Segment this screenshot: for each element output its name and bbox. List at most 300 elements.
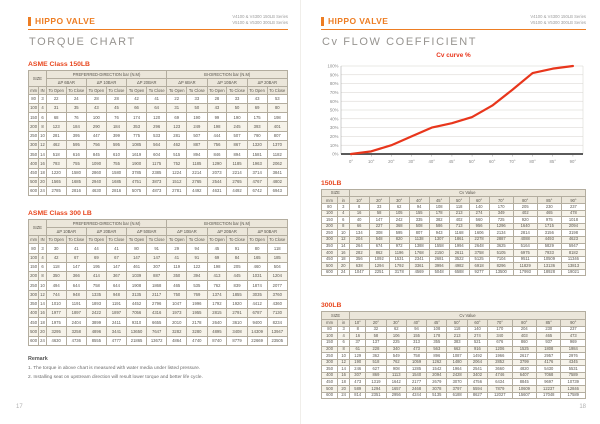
cell: 12027 — [488, 392, 512, 399]
cell: 227 — [369, 223, 389, 230]
cell: 4569 — [409, 269, 429, 276]
cell: 1335 — [86, 290, 106, 299]
column-header: To Close — [146, 86, 166, 94]
cell: 2251 — [369, 269, 389, 276]
cell: 6918 — [469, 263, 489, 270]
cell: 444 — [207, 131, 227, 140]
cell: 1512 — [167, 177, 187, 186]
cell: 30 — [46, 244, 66, 253]
cell: 518 — [366, 359, 386, 366]
cell: 100 — [322, 333, 338, 340]
cell: 274 — [469, 210, 489, 217]
cell: 200 — [29, 272, 39, 281]
torque-table-300lb — [28, 219, 288, 346]
cell: 45 — [106, 103, 126, 112]
size-header: SIZE — [29, 70, 47, 86]
cell: 2785 — [46, 187, 66, 196]
svg-text:45°: 45° — [448, 158, 456, 164]
cell: 725 — [489, 217, 513, 224]
cell: 846 — [207, 150, 227, 159]
cell: 10609 — [512, 386, 536, 393]
cell: 8 — [349, 204, 369, 211]
cell: 340 — [488, 333, 512, 340]
cell: 33 — [187, 94, 207, 103]
cell: 7104 — [489, 256, 513, 263]
cell: 246 — [350, 366, 366, 373]
cell: 2679 — [427, 379, 447, 386]
cell: 4864 — [167, 336, 187, 345]
column-header: ΔP 10BAR — [167, 228, 207, 236]
cell: 2010 — [167, 318, 187, 327]
cell: 33 — [227, 94, 247, 103]
unit-in-header: in — [338, 319, 350, 326]
series-line-1: V4100 & V4300 150LB Series — [530, 14, 586, 19]
column-header: To Open — [167, 86, 187, 94]
cell: 2791 — [227, 308, 247, 317]
cell: 155 — [409, 210, 429, 217]
cell: 1113 — [386, 372, 406, 379]
table-row — [29, 94, 288, 103]
column-header: 85° — [537, 319, 561, 326]
cell: 7933 — [537, 250, 561, 257]
column-header: ΔP 50BAR — [247, 228, 287, 236]
svg-text:40°: 40° — [428, 158, 435, 164]
cell: 972 — [389, 243, 409, 250]
cell: 3758 — [469, 250, 489, 257]
cell: 769 — [187, 290, 207, 299]
cell: 45 — [207, 244, 227, 253]
cell: 237 — [561, 204, 585, 211]
cell: 2541 — [467, 366, 487, 373]
cell: 3408 — [227, 327, 247, 336]
cell: 2404 — [66, 318, 86, 327]
cell: 2956 — [386, 392, 406, 399]
svg-text:30°: 30° — [408, 158, 415, 164]
cell: 69 — [207, 253, 227, 262]
cell: 100 — [29, 253, 39, 262]
cell: 752 — [167, 159, 187, 168]
cell: 10 — [337, 230, 349, 237]
cell: 22 — [167, 94, 187, 103]
cell: 4176 — [537, 359, 561, 366]
cell: 174 — [127, 113, 147, 122]
cell: 916 — [467, 346, 487, 353]
cell: 1966 — [488, 353, 512, 360]
cell: 64 — [146, 103, 166, 112]
cv-value-header: Cv Value — [349, 189, 585, 196]
cell: 7879 — [488, 386, 512, 393]
column-header: 60° — [467, 319, 487, 326]
cell: 3258 — [66, 327, 86, 336]
cell: 80 — [322, 326, 338, 333]
cell: 16 — [337, 250, 349, 257]
page-title: TORQUE CHART — [29, 35, 136, 48]
cell: 1206 — [488, 346, 512, 353]
cell: 1039 — [127, 272, 147, 281]
cell: 1996 — [187, 299, 207, 308]
table-header-row — [29, 70, 288, 78]
cell: 6975 — [513, 250, 537, 257]
svg-text:40%: 40% — [329, 116, 339, 122]
cell: 4895 — [207, 327, 227, 336]
cell: 41 — [66, 244, 86, 253]
cell: 2468 — [406, 386, 426, 393]
cell: 1580 — [66, 168, 86, 177]
unit-in-header: in — [337, 196, 349, 203]
cell: 13813 — [561, 263, 585, 270]
cell: 1619 — [127, 150, 147, 159]
cell: 507 — [227, 131, 247, 140]
cell: 414 — [86, 272, 106, 281]
cell: 100 — [86, 113, 106, 122]
cell: 1492 — [467, 353, 487, 360]
unit-mm-header: mm — [322, 196, 338, 203]
cell: 58 — [369, 210, 389, 217]
cell: 61 — [350, 346, 366, 353]
cell: 521 — [467, 340, 487, 347]
cell: 839 — [227, 281, 247, 290]
table-row — [29, 253, 288, 262]
column-header: To Open — [127, 86, 147, 94]
column-header: 70° — [488, 319, 512, 326]
column-header: To Open — [167, 236, 187, 244]
cell: 1606 — [469, 230, 489, 237]
cell: 44 — [86, 244, 106, 253]
cell: 308 — [369, 230, 389, 237]
cell: 8 — [350, 326, 366, 333]
column-header: To Close — [227, 236, 247, 244]
column-header: To Open — [247, 86, 267, 94]
cell: 249 — [187, 122, 207, 131]
cell: 13500 — [489, 269, 513, 276]
cell: 1290 — [207, 159, 227, 168]
cell: 307 — [350, 372, 366, 379]
cell: 16 — [349, 210, 369, 217]
column-header: To Close — [227, 86, 247, 94]
cell: 1525 — [512, 346, 536, 353]
svg-text:30%: 30% — [329, 124, 339, 130]
cell: 16 — [338, 372, 350, 379]
cell: 462 — [46, 140, 66, 149]
brand-logo: HIPPO VALVE — [321, 17, 388, 26]
cell: 296 — [146, 122, 166, 131]
unit-in-header: IN — [40, 87, 45, 93]
cell: 793 — [46, 159, 66, 168]
cell: 300 — [322, 237, 338, 244]
cell: 3 — [39, 94, 47, 103]
cell: 18928 — [537, 269, 561, 276]
cell: 2681 — [429, 256, 449, 263]
svg-text:70%: 70% — [329, 89, 339, 95]
cell: 91 — [227, 244, 247, 253]
cell: 5048 — [429, 269, 449, 276]
cell: 956 — [469, 223, 489, 230]
cell: 129 — [350, 353, 366, 360]
cell: 465 — [167, 281, 187, 290]
cell: 134 — [349, 230, 369, 237]
column-header: ΔP 6BAR — [46, 78, 86, 86]
cell: 3797 — [447, 386, 467, 393]
cell: 350 — [29, 299, 39, 308]
cell: 67 — [66, 253, 86, 262]
cell: 8 — [39, 272, 47, 281]
cell: 4 — [39, 253, 47, 262]
cell: 395 — [66, 131, 86, 140]
cell: 14 — [39, 299, 47, 308]
cell: 1085 — [127, 140, 147, 149]
table-row — [29, 187, 288, 196]
cell: 108 — [429, 204, 449, 211]
table-row — [29, 272, 288, 281]
cell: 225 — [386, 340, 406, 347]
table-row — [29, 327, 288, 336]
cell: 6 — [39, 113, 47, 122]
cell: 9310 — [127, 318, 147, 327]
cell: 17048 — [537, 392, 561, 399]
svg-text:90°: 90° — [569, 158, 577, 164]
cell: 2178 — [187, 318, 207, 327]
cell: 4820 — [512, 366, 536, 373]
cell: 2422 — [86, 308, 106, 317]
cell: 69 — [247, 103, 267, 112]
cell: 178 — [427, 333, 447, 340]
cell: 1092 — [369, 256, 389, 263]
cell: 508 — [409, 223, 429, 230]
table-row — [29, 140, 288, 149]
cell: 66 — [349, 223, 369, 230]
cell: 2940 — [86, 177, 106, 186]
remark-line: 1. The torque in above chart is measured with water media under listed pressure. — [28, 365, 201, 371]
cell: 3135 — [127, 290, 147, 299]
cell: 213 — [447, 333, 467, 340]
cell: 447 — [86, 131, 106, 140]
cell: 549 — [386, 353, 406, 360]
cell: 1196 — [389, 250, 409, 257]
cell: 250 — [322, 353, 338, 360]
size-header: SIZE — [29, 220, 47, 236]
cell: 845 — [86, 150, 106, 159]
cell: 762 — [386, 359, 406, 366]
cell: 4316 — [146, 308, 166, 317]
cell: 1307 — [429, 237, 449, 244]
cell: 16 — [350, 333, 366, 340]
cell: 184 — [66, 122, 86, 131]
cell: 184 — [106, 122, 126, 131]
cell: 1018 — [561, 217, 585, 224]
table-row — [322, 379, 586, 386]
remark-line: 2. Installing seat on upstream direction will result lower torque and better life cycle. — [28, 375, 203, 381]
table-header-row — [322, 312, 586, 319]
cell: 41 — [146, 94, 166, 103]
cell: 94 — [406, 326, 426, 333]
cell: 1868 — [146, 281, 166, 290]
cell: 4896 — [86, 327, 106, 336]
cell: 2117 — [146, 290, 166, 299]
cell: 205 — [227, 262, 247, 271]
cell: 402 — [513, 210, 537, 217]
cell: 1047 — [167, 299, 187, 308]
table-body — [29, 244, 288, 346]
cell: 68 — [46, 113, 66, 122]
cell: 1388 — [409, 243, 429, 250]
cell: 12237 — [537, 386, 561, 393]
cell: 123 — [46, 122, 66, 131]
cell: 274 — [467, 333, 487, 340]
cell: 14309 — [247, 327, 267, 336]
cell: 867 — [227, 140, 247, 149]
cell: 3660 — [488, 366, 512, 373]
column-header: To Close — [267, 236, 287, 244]
svg-text:80°: 80° — [529, 158, 536, 164]
column-header: 90° — [561, 319, 586, 326]
cell: 16 — [39, 308, 47, 317]
cell: 3899 — [86, 318, 106, 327]
page-number-right: 18 — [579, 404, 586, 410]
table-row — [29, 150, 288, 159]
cell: 3522 — [449, 256, 469, 263]
cell: 11346 — [561, 256, 585, 263]
cell: 462 — [167, 140, 187, 149]
cell: 6943 — [267, 187, 287, 196]
column-header: ΔP 50BAR — [127, 228, 167, 236]
cell: 12 — [39, 290, 47, 299]
cell: 23505 — [267, 336, 287, 345]
column-header: 40° — [406, 319, 426, 326]
cell: 1855 — [227, 290, 247, 299]
cell: 2765 — [227, 177, 247, 186]
cell: 66 — [127, 103, 147, 112]
cell: 242 — [389, 217, 409, 224]
chart-title: Cv curve % — [436, 51, 471, 59]
cell: 535 — [187, 281, 207, 290]
column-header: To Open — [46, 86, 66, 94]
cell: 1285 — [406, 366, 426, 373]
remark-title: Remark — [28, 355, 48, 362]
cell: 1296 — [489, 223, 513, 230]
svg-text:0°: 0° — [349, 158, 354, 164]
cell: 14 — [39, 150, 47, 159]
dp-header-row — [29, 228, 288, 236]
table-row — [29, 299, 288, 308]
cell: 32 — [366, 326, 386, 333]
svg-text:90%: 90% — [329, 72, 339, 78]
cell: 8234 — [267, 318, 287, 327]
svg-text:80%: 80% — [329, 80, 339, 86]
preferred-direction-header: PREFERRED-DIRECTION bar (N.M) — [46, 70, 167, 78]
cell: 4244 — [406, 392, 426, 399]
cell: 6188 — [447, 392, 467, 399]
svg-text:20°: 20° — [388, 158, 395, 164]
cell: 118 — [46, 262, 66, 271]
cell: 2887 — [489, 237, 513, 244]
cell: 775 — [127, 131, 147, 140]
cell: 4756 — [467, 379, 487, 386]
cell: 518 — [46, 150, 66, 159]
table-row — [29, 262, 288, 271]
cell: 589 — [350, 386, 366, 393]
svg-text:10°: 10° — [368, 158, 375, 164]
table-row — [322, 256, 586, 263]
cell: 14 — [337, 243, 349, 250]
cell: 24 — [338, 392, 350, 399]
section-heading-150lb: ASME Class 150LB — [28, 60, 90, 68]
column-header: To Open — [207, 86, 227, 94]
cell: 400 — [29, 159, 39, 168]
cell: 500 — [29, 327, 39, 336]
svg-text:10%: 10% — [329, 142, 339, 148]
cell: 1994 — [449, 243, 469, 250]
cell: 250 — [29, 131, 39, 140]
cell: 1580 — [106, 168, 126, 177]
cell: 383 — [447, 340, 467, 347]
svg-text:100%: 100% — [327, 63, 339, 69]
cell: 465 — [537, 333, 561, 340]
cell: 3070 — [447, 379, 467, 386]
cell: 198 — [207, 122, 227, 131]
table-row — [322, 346, 586, 353]
cell: 80 — [29, 94, 39, 103]
cell: 1319 — [366, 379, 386, 386]
cell: 120 — [146, 113, 166, 122]
cell: 4412 — [247, 299, 267, 308]
svg-text:0%: 0% — [332, 151, 339, 157]
page-number-left: 17 — [16, 404, 23, 410]
cell: 94 — [409, 204, 429, 211]
cell: 586 — [429, 223, 449, 230]
cell: 2781 — [167, 187, 187, 196]
cell: 8 — [39, 122, 47, 131]
cell: 3785 — [127, 168, 147, 177]
cell: 5164 — [513, 243, 537, 250]
column-header: ΔP 6BAR — [167, 78, 207, 86]
cell: 350 — [167, 272, 187, 281]
table-row — [29, 281, 288, 290]
cell: 920 — [513, 217, 537, 224]
cell: 1558 — [429, 243, 449, 250]
cell: 7130 — [267, 308, 287, 317]
cell: 8779 — [227, 336, 247, 345]
cell: 756 — [86, 140, 106, 149]
cell: 281 — [167, 131, 187, 140]
cell: 1294 — [369, 263, 389, 270]
cell: 1185 — [187, 159, 207, 168]
table-row — [29, 290, 288, 299]
cell: 6742 — [247, 187, 267, 196]
table-row — [29, 131, 288, 140]
cell: 400 — [322, 250, 338, 257]
cell: 150 — [29, 113, 39, 122]
cell: 165 — [247, 253, 267, 262]
cell: 1963 — [247, 159, 267, 168]
cell: 4 — [39, 103, 47, 112]
cell: 2428 — [447, 372, 467, 379]
svg-text:60°: 60° — [489, 158, 496, 164]
cell: 20 — [337, 263, 349, 270]
cell: 12 — [338, 359, 350, 366]
cell: 6407 — [512, 372, 536, 379]
column-header: To Close — [187, 86, 207, 94]
cell: 2214 — [187, 168, 207, 177]
cell: 10 — [39, 281, 47, 290]
table-row — [29, 318, 288, 327]
cell: 1542 — [427, 366, 447, 373]
page-cv-flow-coefficient — [300, 0, 600, 424]
cell: 8740 — [207, 336, 227, 345]
table-row — [322, 243, 586, 250]
cell: 4345 — [561, 359, 586, 366]
cell: 4630 — [46, 336, 66, 345]
column-header: 30° — [389, 196, 409, 203]
